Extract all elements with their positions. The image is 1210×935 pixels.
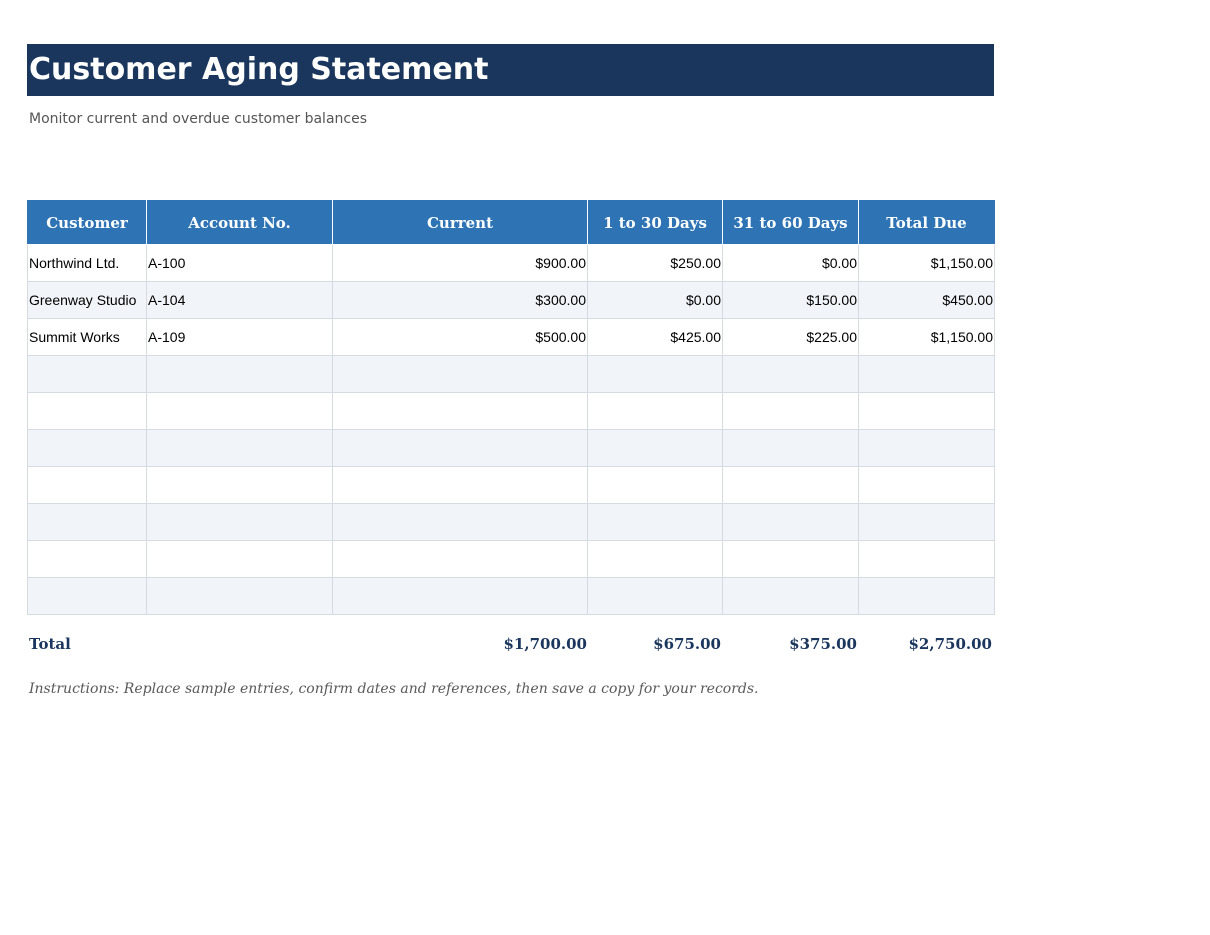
total-due-cell[interactable]: $1,150.00 [859, 245, 995, 282]
current-cell[interactable]: $500.00 [333, 319, 588, 356]
days-1-30-cell[interactable] [588, 541, 723, 578]
total-1-to-30-days: $675.00 [653, 635, 721, 653]
days-1-30-cell[interactable] [588, 578, 723, 615]
total-due-cell[interactable] [859, 467, 995, 504]
total-due-cell[interactable] [859, 356, 995, 393]
total-due-cell[interactable] [859, 393, 995, 430]
account-no-cell[interactable] [147, 578, 333, 615]
table-row [28, 467, 995, 504]
table-row [28, 393, 995, 430]
account-no-cell[interactable] [147, 504, 333, 541]
current-cell[interactable] [333, 578, 588, 615]
customer-cell[interactable] [28, 467, 147, 504]
customer-cell[interactable] [28, 504, 147, 541]
days-31-60-cell[interactable] [723, 504, 859, 541]
header-row [28, 201, 995, 245]
days-1-30-cell[interactable]: $250.00 [588, 245, 723, 282]
account-no-cell[interactable]: A-100 [147, 245, 333, 282]
current-cell[interactable] [333, 504, 588, 541]
column-header-31-to-60-days[interactable]: 31 to 60 Days [723, 201, 859, 245]
column-header-customer[interactable]: Customer [28, 201, 147, 245]
days-1-30-cell[interactable]: $0.00 [588, 282, 723, 319]
days-1-30-cell[interactable]: $425.00 [588, 319, 723, 356]
page-title: Customer Aging Statement [27, 44, 994, 96]
account-no-cell[interactable] [147, 541, 333, 578]
table-row [28, 541, 995, 578]
days-1-30-cell[interactable] [588, 393, 723, 430]
customer-cell[interactable] [28, 356, 147, 393]
customer-cell[interactable]: Summit Works [28, 319, 147, 356]
current-cell[interactable]: $900.00 [333, 245, 588, 282]
customer-cell[interactable] [28, 393, 147, 430]
total-due-grand: $2,750.00 [908, 635, 992, 653]
days-31-60-cell[interactable] [723, 541, 859, 578]
total-31-to-60-days: $375.00 [789, 635, 857, 653]
table-row [28, 356, 995, 393]
total-due-cell[interactable] [859, 504, 995, 541]
total-current: $1,700.00 [503, 635, 587, 653]
table-row [28, 319, 995, 356]
page-subtitle: Monitor current and overdue customer balances [29, 111, 367, 127]
customer-cell[interactable]: Greenway Studio [28, 282, 147, 319]
column-header-total-due[interactable]: Total Due [859, 201, 995, 245]
account-no-cell[interactable] [147, 393, 333, 430]
days-31-60-cell[interactable]: $225.00 [723, 319, 859, 356]
table-row [28, 578, 995, 615]
days-1-30-cell[interactable] [588, 356, 723, 393]
instructions-note: Instructions: Replace sample entries, confirm dates and references, then save a copy for your records. [29, 681, 759, 697]
total-due-cell[interactable] [859, 578, 995, 615]
current-cell[interactable] [333, 430, 588, 467]
total-due-cell[interactable] [859, 541, 995, 578]
totals-label: Total [29, 635, 71, 653]
account-no-cell[interactable]: A-109 [147, 319, 333, 356]
days-1-30-cell[interactable] [588, 430, 723, 467]
days-31-60-cell[interactable] [723, 430, 859, 467]
customer-cell[interactable]: Northwind Ltd. [28, 245, 147, 282]
account-no-cell[interactable] [147, 467, 333, 504]
days-1-30-cell[interactable] [588, 504, 723, 541]
account-no-cell[interactable]: A-104 [147, 282, 333, 319]
total-due-cell[interactable] [859, 430, 995, 467]
total-due-cell[interactable]: $1,150.00 [859, 319, 995, 356]
customer-cell[interactable] [28, 430, 147, 467]
column-header-1-to-30-days[interactable]: 1 to 30 Days [588, 201, 723, 245]
table-row [28, 430, 995, 467]
column-header-current[interactable]: Current [333, 201, 588, 245]
days-1-30-cell[interactable] [588, 467, 723, 504]
aging-table [27, 200, 995, 615]
table-row [28, 282, 995, 319]
account-no-cell[interactable] [147, 430, 333, 467]
account-no-cell[interactable] [147, 356, 333, 393]
current-cell[interactable] [333, 541, 588, 578]
days-31-60-cell[interactable] [723, 393, 859, 430]
current-cell[interactable] [333, 467, 588, 504]
days-31-60-cell[interactable] [723, 578, 859, 615]
days-31-60-cell[interactable] [723, 467, 859, 504]
column-header-account-no[interactable]: Account No. [147, 201, 333, 245]
customer-cell[interactable] [28, 541, 147, 578]
table-row [28, 504, 995, 541]
current-cell[interactable] [333, 393, 588, 430]
customer-cell[interactable] [28, 578, 147, 615]
current-cell[interactable] [333, 356, 588, 393]
days-31-60-cell[interactable] [723, 356, 859, 393]
totals-row [27, 626, 994, 662]
table-row [28, 245, 995, 282]
current-cell[interactable]: $300.00 [333, 282, 588, 319]
days-31-60-cell[interactable]: $0.00 [723, 245, 859, 282]
days-31-60-cell[interactable]: $150.00 [723, 282, 859, 319]
total-due-cell[interactable]: $450.00 [859, 282, 995, 319]
